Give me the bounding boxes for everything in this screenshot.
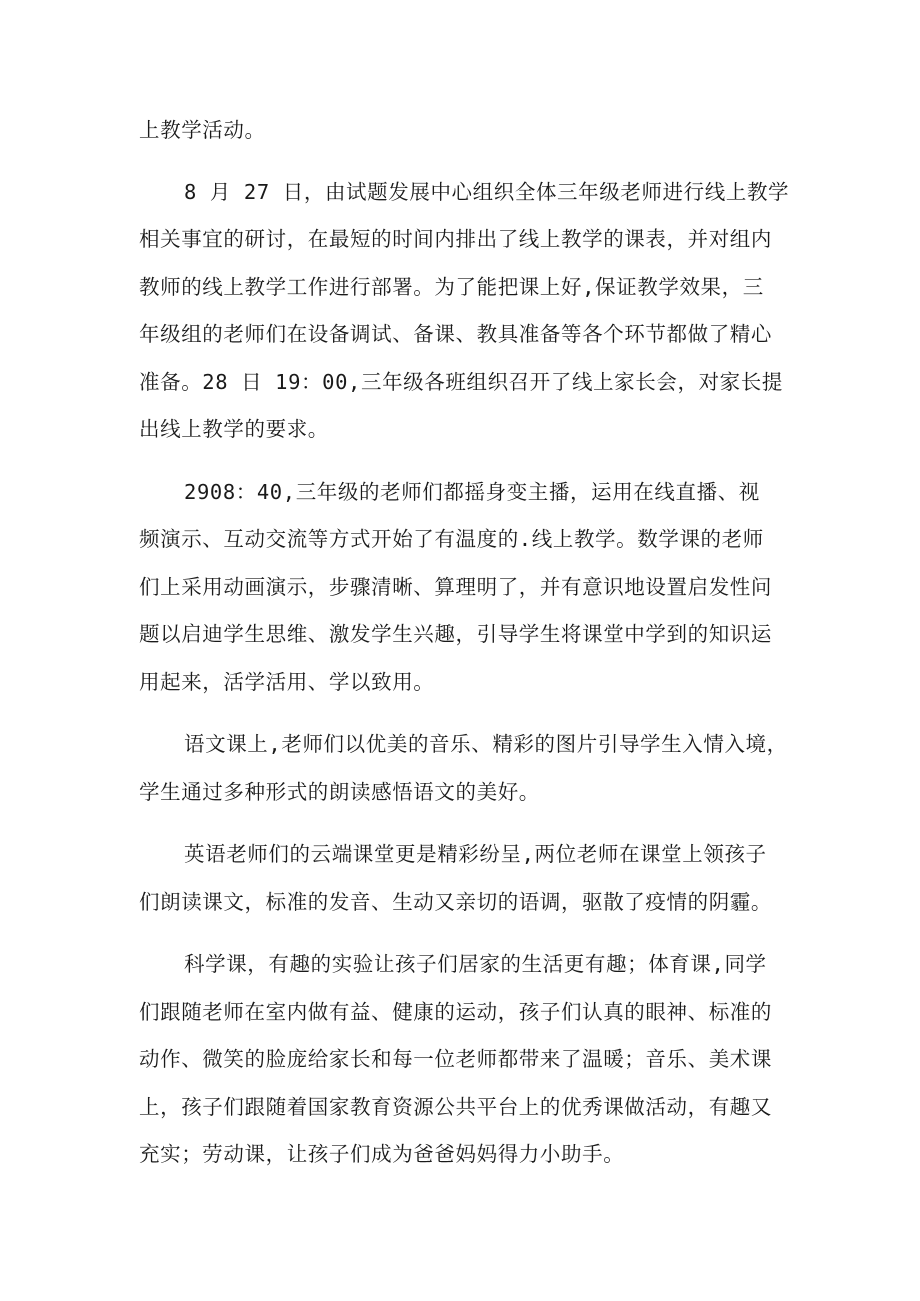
text-line: 们朗读课文，标准的发音、生动又亲切的语调，驱散了疫情的阴霾。 [139, 890, 772, 914]
text-line: 上教学活动。 [139, 118, 266, 142]
text-line: 充实；劳动课，让孩子们成为爸爸妈妈得力小助手。 [139, 1142, 625, 1166]
text-line: 上，孩子们跟随着国家教育资源公共平台上的优秀课做活动，有趣又 [139, 1095, 772, 1119]
text-line: 们跟随老师在室内做有益、健康的运动，孩子们认真的眼神、标准的 [139, 1000, 772, 1024]
text-line: 英语老师们的云端课堂更是精彩纷呈,两位老师在课堂上领孩子 [184, 842, 767, 866]
text-line: 年级组的老师们在设备调试、备课、教具准备等各个环节都做了精心 [139, 322, 772, 346]
text-line: 题以启迪学生思维、激发学生兴趣，引导学生将课堂中学到的知识运 [139, 622, 772, 646]
text-line: 出线上教学的要求。 [139, 417, 329, 441]
text-line: 们上采用动画演示，步骤清晰、算理明了，并有意识地设置启发性问 [139, 575, 772, 599]
text-line: 动作、微笑的脸庞给家长和每一位老师都带来了温暖；音乐、美术课 [139, 1047, 772, 1071]
text-line: 科学课，有趣的实验让孩子们居家的生活更有趣；体育课,同学 [184, 952, 767, 976]
text-line: 8 月 27 日，由试题发展中心组织全体三年级老师进行线上教学 [184, 180, 790, 204]
text-line: 准备。28 日 19：00,三年级各班组织召开了线上家长会，对家长提 [139, 370, 783, 394]
text-line: 频演示、互动交流等方式开始了有温度的.线上教学。数学课的老师 [139, 527, 764, 551]
text-line: 相关事宜的研讨，在最短的时间内排出了线上教学的课表，并对组内 [139, 227, 772, 251]
text-line: 2908：40,三年级的老师们都摇身变主播，运用在线直播、视 [184, 480, 760, 504]
text-line: 用起来，活学活用、学以致用。 [139, 670, 435, 694]
text-line: 教师的线上教学工作进行部署。为了能把课上好,保证教学效果，三 [139, 275, 764, 299]
text-line: 学生通过多种形式的朗读感悟语文的美好。 [139, 780, 540, 804]
text-line: 语文课上,老师们以优美的音乐、精彩的图片引导学生入情入境， [184, 732, 788, 756]
